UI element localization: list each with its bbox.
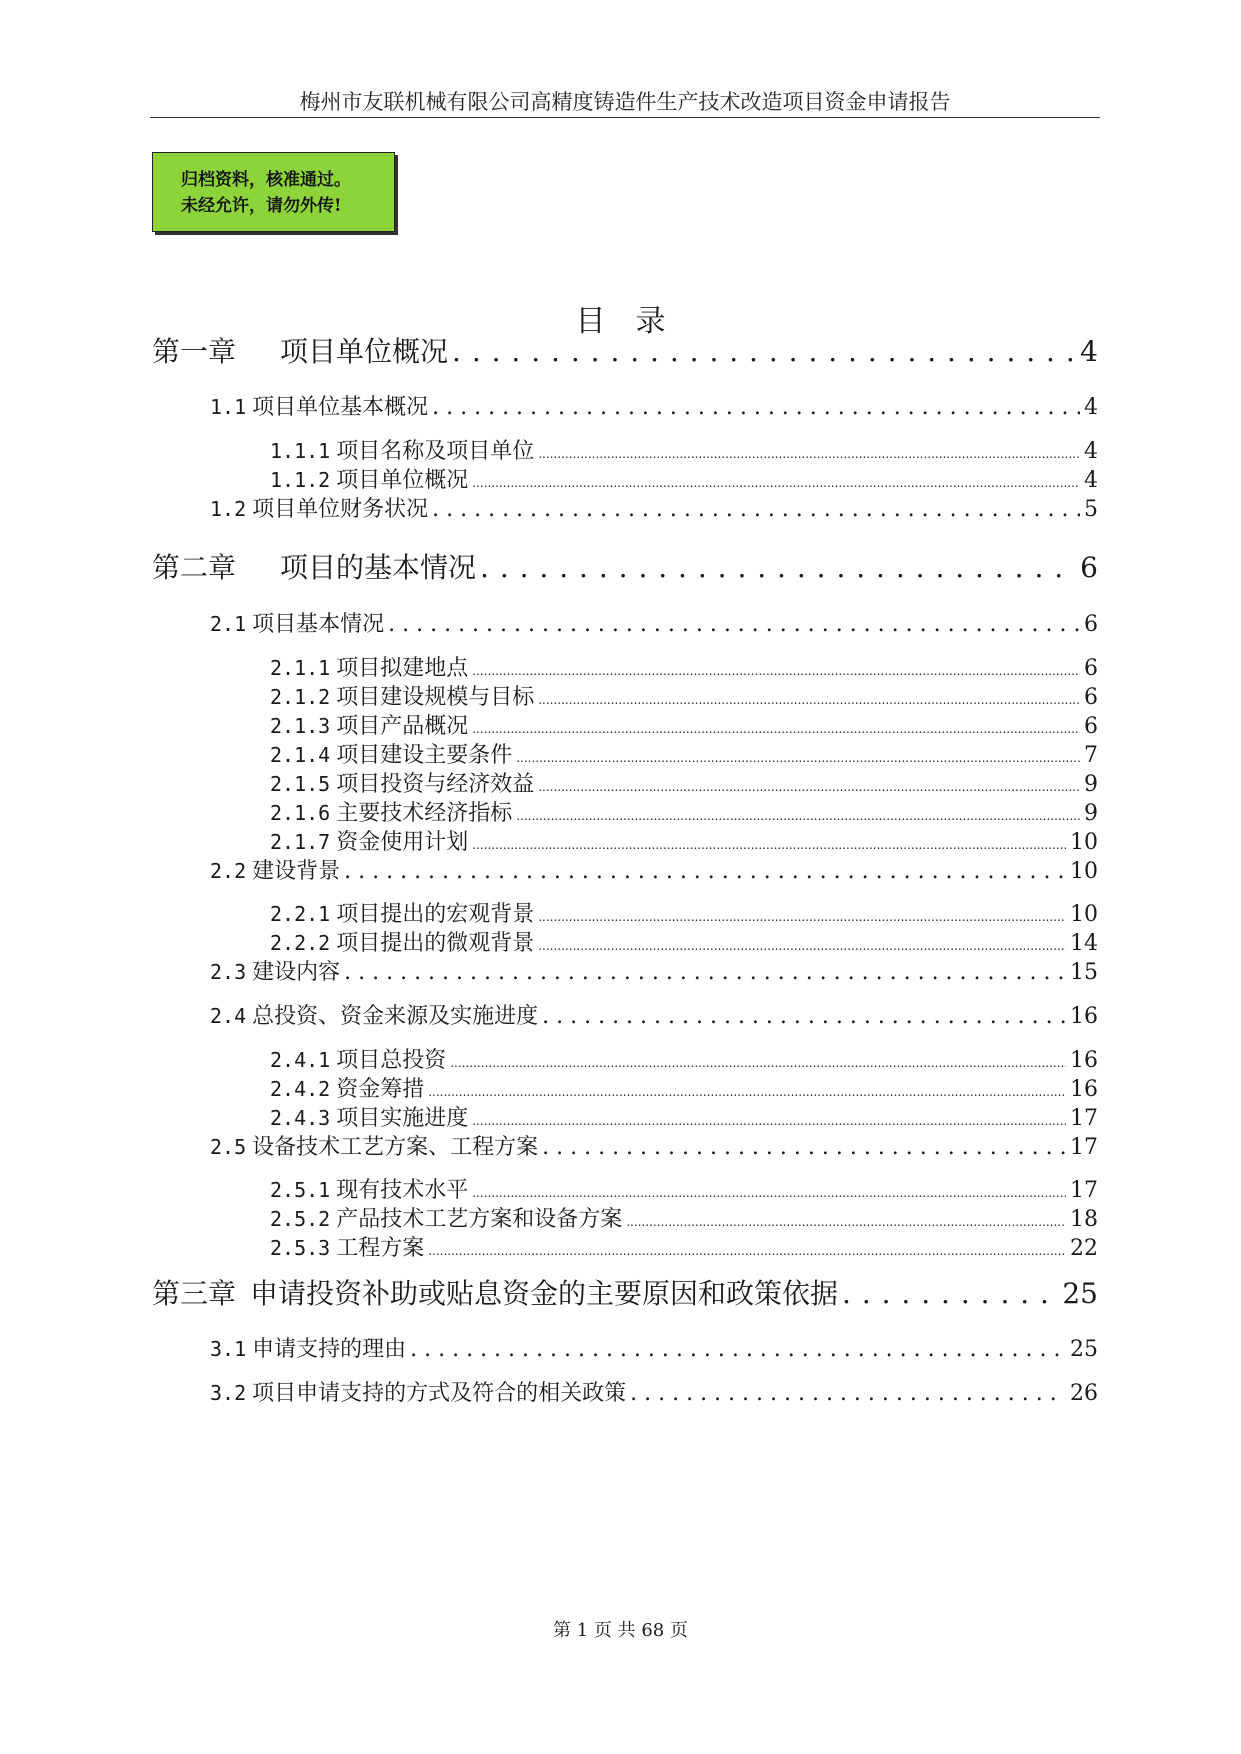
toc-entry-label <box>270 897 534 928</box>
toc-leader-dots <box>538 447 1080 461</box>
toc-entry-number: 3.1 <box>210 1337 247 1361</box>
toc-entry-label <box>270 709 468 740</box>
toc-entry[interactable] <box>270 926 1098 958</box>
toc-entry-title: 资金筹措 <box>336 1077 425 1102</box>
toc-entry-label <box>270 767 534 798</box>
toc-entry-page: 10 <box>1070 830 1098 855</box>
toc-entry-page: 16 <box>1070 1048 1098 1073</box>
toc-entry-title: 项目投资与经济效益 <box>336 772 535 797</box>
toc-leader-dots <box>388 612 1080 637</box>
toc-entry-number: 第三章 <box>152 1277 237 1310</box>
toc-leader-dots <box>516 809 1080 823</box>
toc-entry-title: 项目单位概况 <box>336 468 469 493</box>
toc-leader-dots <box>410 1337 1066 1362</box>
toc-entry-page: 14 <box>1070 931 1098 956</box>
toc-entry-page: 9 <box>1084 801 1098 826</box>
toc-leader-dots <box>472 1114 1066 1128</box>
toc-entry-number: 2.4 <box>210 1004 247 1028</box>
toc-leader-dots <box>450 1056 1066 1070</box>
toc-entry-label <box>210 390 428 421</box>
toc-entry[interactable] <box>152 546 1098 586</box>
toc-entry-title: 总投资、资金来源及实施进度 <box>252 1004 539 1029</box>
toc-entry-label <box>152 330 448 370</box>
toc-entry-title: 项目基本情况 <box>252 612 385 637</box>
toc-entry[interactable] <box>210 390 1098 422</box>
toc-entry[interactable] <box>270 825 1098 857</box>
toc-entry-number: 2.1.3 <box>270 714 331 738</box>
toc-entry-page: 17 <box>1070 1106 1098 1131</box>
toc-entry-page: 6 <box>1084 714 1098 739</box>
toc-entry-title: 项目的基本情况 <box>280 551 477 584</box>
toc-entry-title: 项目产品概况 <box>336 714 469 739</box>
toc-entry-title: 项目提出的微观背景 <box>336 931 535 956</box>
toc-entry-number: 2.2.2 <box>270 931 331 955</box>
toc-entry-number: 2.4.1 <box>270 1048 331 1072</box>
toc-entry[interactable] <box>270 709 1098 741</box>
toc-entry-title: 现有技术水平 <box>336 1178 469 1203</box>
toc-entry[interactable] <box>270 796 1098 828</box>
toc-entry-label <box>210 999 538 1030</box>
toc-entry-page: 18 <box>1070 1207 1098 1232</box>
toc-entry-label <box>270 434 534 465</box>
toc-entry-page: 15 <box>1070 960 1098 985</box>
page-footer: 第 1 页 共 68 页 <box>553 1620 688 1641</box>
toc-entry-page: 6 <box>1084 685 1098 710</box>
toc-entry-page: 17 <box>1070 1135 1098 1160</box>
toc-entry-number: 2.4.2 <box>270 1077 331 1101</box>
toc-entry[interactable] <box>270 1043 1098 1075</box>
toc-entry-number: 2.2 <box>210 859 247 883</box>
toc-leader-dots <box>432 497 1080 522</box>
toc-entry[interactable] <box>270 738 1098 770</box>
toc-leader-dots <box>542 1135 1066 1160</box>
toc-entry[interactable] <box>210 854 1098 886</box>
toc-leader-dots <box>472 664 1080 678</box>
toc-entry-title: 建设内容 <box>252 960 341 985</box>
toc-entry-label <box>270 680 534 711</box>
toc-entry[interactable] <box>210 492 1098 524</box>
toc-entry-page: 22 <box>1070 1236 1098 1261</box>
toc-entry-label <box>210 955 340 986</box>
toc-entry-label <box>152 1272 838 1312</box>
toc-entry-label <box>210 492 428 523</box>
toc-entry-label <box>270 1202 622 1233</box>
toc-entry[interactable] <box>152 330 1098 370</box>
toc-entry-label <box>270 1231 424 1262</box>
toc-entry-page: 10 <box>1070 859 1098 884</box>
toc-leader-dots <box>538 693 1080 707</box>
toc-entry-page: 5 <box>1084 497 1098 522</box>
toc-entry[interactable] <box>270 897 1098 929</box>
stamp-line-2: 未经允许，请勿外传! <box>181 196 342 216</box>
toc-entry-title: 设备技术工艺方案、工程方案 <box>252 1135 539 1160</box>
toc-entry-number: 1.1.1 <box>270 439 331 463</box>
toc-entry[interactable] <box>270 1231 1098 1263</box>
toc-entry-title: 项目单位概况 <box>280 335 449 368</box>
toc-entry-label <box>270 926 534 957</box>
toc-entry-number: 2.1.2 <box>270 685 331 709</box>
toc-entry-page: 4 <box>1084 468 1098 493</box>
toc-leader-dots <box>538 780 1080 794</box>
toc-leader-dots <box>538 939 1066 953</box>
toc-entry-title: 项目申请支持的方式及符合的相关政策 <box>252 1381 627 1406</box>
toc-entry-number: 2.5 <box>210 1135 247 1159</box>
toc-entry-label <box>210 1130 538 1161</box>
toc-leader-dots <box>626 1215 1066 1229</box>
toc-entry[interactable] <box>210 999 1098 1031</box>
toc-entry-title: 项目单位财务状况 <box>252 497 429 522</box>
toc-entry[interactable] <box>270 680 1098 712</box>
toc-entry-label <box>210 1376 626 1407</box>
toc-heading: 目录 <box>575 304 696 339</box>
toc-entry-title: 工程方案 <box>336 1236 425 1261</box>
toc-entry-label <box>270 738 512 769</box>
toc-entry-number: 2.1 <box>210 612 247 636</box>
toc-entry-number: 2.1.1 <box>270 656 331 680</box>
toc-entry-label <box>270 1101 468 1132</box>
toc-entry-title: 项目建设规模与目标 <box>336 685 535 710</box>
toc-leader-dots <box>538 910 1066 924</box>
toc-entry-page: 4 <box>1084 395 1098 420</box>
toc-entry-title: 主要技术经济指标 <box>336 801 513 826</box>
stamp-line-1: 归档资料，核准通过。 <box>181 170 351 190</box>
toc-leader-dots <box>452 335 1076 368</box>
toc-entry-label <box>270 651 468 682</box>
toc-leader-dots <box>428 1085 1066 1099</box>
toc-entry[interactable] <box>270 767 1098 799</box>
toc-entry-title: 项目提出的宏观背景 <box>336 902 535 927</box>
toc-entry-page: 4 <box>1084 439 1098 464</box>
toc-entry-number: 2.1.5 <box>270 772 331 796</box>
toc-entry-number: 2.2.1 <box>270 902 331 926</box>
toc-entry-number: 第一章 <box>152 335 237 368</box>
toc-entry-page: 16 <box>1070 1077 1098 1102</box>
toc-entry-page: 26 <box>1070 1381 1098 1406</box>
toc-entry-number: 第二章 <box>152 551 237 584</box>
toc-entry[interactable] <box>152 1272 1098 1312</box>
toc-entry-page: 10 <box>1070 902 1098 927</box>
toc-entry-title: 项目总投资 <box>336 1048 447 1073</box>
toc-entry-title: 项目实施进度 <box>336 1106 469 1131</box>
toc-entry[interactable] <box>270 1173 1098 1205</box>
toc-entry[interactable] <box>270 651 1098 683</box>
toc-entry-page: 25 <box>1062 1277 1098 1310</box>
toc-entry-title: 建设背景 <box>252 859 341 884</box>
toc-entry-title: 项目建设主要条件 <box>336 743 513 768</box>
toc-entry[interactable] <box>270 463 1098 495</box>
toc-entry-number: 1.1 <box>210 395 247 419</box>
toc-leader-dots <box>480 551 1076 584</box>
toc-leader-dots <box>472 1186 1066 1200</box>
toc-entry[interactable] <box>210 955 1098 987</box>
toc-leader-dots <box>472 838 1066 852</box>
toc-entry-title: 项目单位基本概况 <box>252 395 429 420</box>
toc-entry-page: 7 <box>1084 743 1098 768</box>
toc-entry-title: 申请支持的理由 <box>252 1337 407 1362</box>
toc-entry-label <box>210 607 384 638</box>
toc-entry-number: 1.2 <box>210 497 247 521</box>
header-divider <box>150 117 1100 118</box>
toc-entry-number: 2.3 <box>210 960 247 984</box>
toc-entry-page: 4 <box>1080 335 1098 368</box>
toc-leader-dots <box>542 1004 1066 1029</box>
toc-entry-title: 项目名称及项目单位 <box>336 439 535 464</box>
toc-entry-label <box>270 825 468 856</box>
toc-leader-dots <box>630 1381 1066 1406</box>
toc-entry-number: 2.4.3 <box>270 1106 331 1130</box>
toc-entry[interactable] <box>210 1332 1098 1364</box>
toc-entry[interactable] <box>270 1072 1098 1104</box>
toc-leader-dots <box>842 1277 1058 1310</box>
toc-entry-title: 申请投资补助或贴息资金的主要原因和政策依据 <box>250 1277 839 1310</box>
toc-leader-dots <box>516 751 1080 765</box>
toc-entry-number: 2.5.3 <box>270 1236 331 1260</box>
toc-entry-number: 2.1.4 <box>270 743 331 767</box>
toc-entry-number: 2.1.7 <box>270 830 331 854</box>
toc-entry-title: 产品技术工艺方案和设备方案 <box>336 1207 623 1232</box>
toc-entry[interactable] <box>210 1376 1098 1408</box>
toc-entry-title: 项目拟建地点 <box>336 656 469 681</box>
toc-entry-page: 17 <box>1070 1178 1098 1203</box>
toc-entry-number: 2.1.6 <box>270 801 331 825</box>
toc-entry-page: 6 <box>1084 612 1098 637</box>
toc-leader-dots <box>472 722 1080 736</box>
toc-entry-label <box>210 854 340 885</box>
toc-leader-dots <box>344 859 1066 884</box>
toc-entry-number: 1.1.2 <box>270 468 331 492</box>
archive-stamp <box>152 152 395 232</box>
header-title: 梅州市友联机械有限公司高精度铸造件生产技术改造项目资金申请报告 <box>299 90 951 114</box>
toc-entry[interactable] <box>270 434 1098 466</box>
toc-entry-page: 25 <box>1070 1337 1098 1362</box>
toc-entry-label <box>270 1072 424 1103</box>
toc-entry[interactable] <box>210 607 1098 639</box>
toc-entry-page: 16 <box>1070 1004 1098 1029</box>
toc-entry-page: 9 <box>1084 772 1098 797</box>
toc-entry-label <box>270 796 512 827</box>
toc-entry-number: 2.5.1 <box>270 1178 331 1202</box>
toc-leader-dots <box>432 395 1080 420</box>
toc-entry-title: 资金使用计划 <box>336 830 469 855</box>
toc-entry-label <box>210 1332 406 1363</box>
toc-entry-page: 6 <box>1080 551 1098 584</box>
toc-leader-dots <box>344 960 1066 985</box>
toc-entry-label <box>152 546 476 586</box>
toc-leader-dots <box>428 1244 1066 1258</box>
toc-entry-page: 6 <box>1084 656 1098 681</box>
toc-entry-number: 3.2 <box>210 1381 247 1405</box>
toc-entry[interactable] <box>270 1202 1098 1234</box>
toc-entry-label <box>270 1173 468 1204</box>
toc-entry-label <box>270 1043 446 1074</box>
toc-entry[interactable] <box>270 1101 1098 1133</box>
toc-entry[interactable] <box>210 1130 1098 1162</box>
toc-entry-label <box>270 463 468 494</box>
toc-leader-dots <box>472 476 1080 490</box>
toc-entry-number: 2.5.2 <box>270 1207 331 1231</box>
